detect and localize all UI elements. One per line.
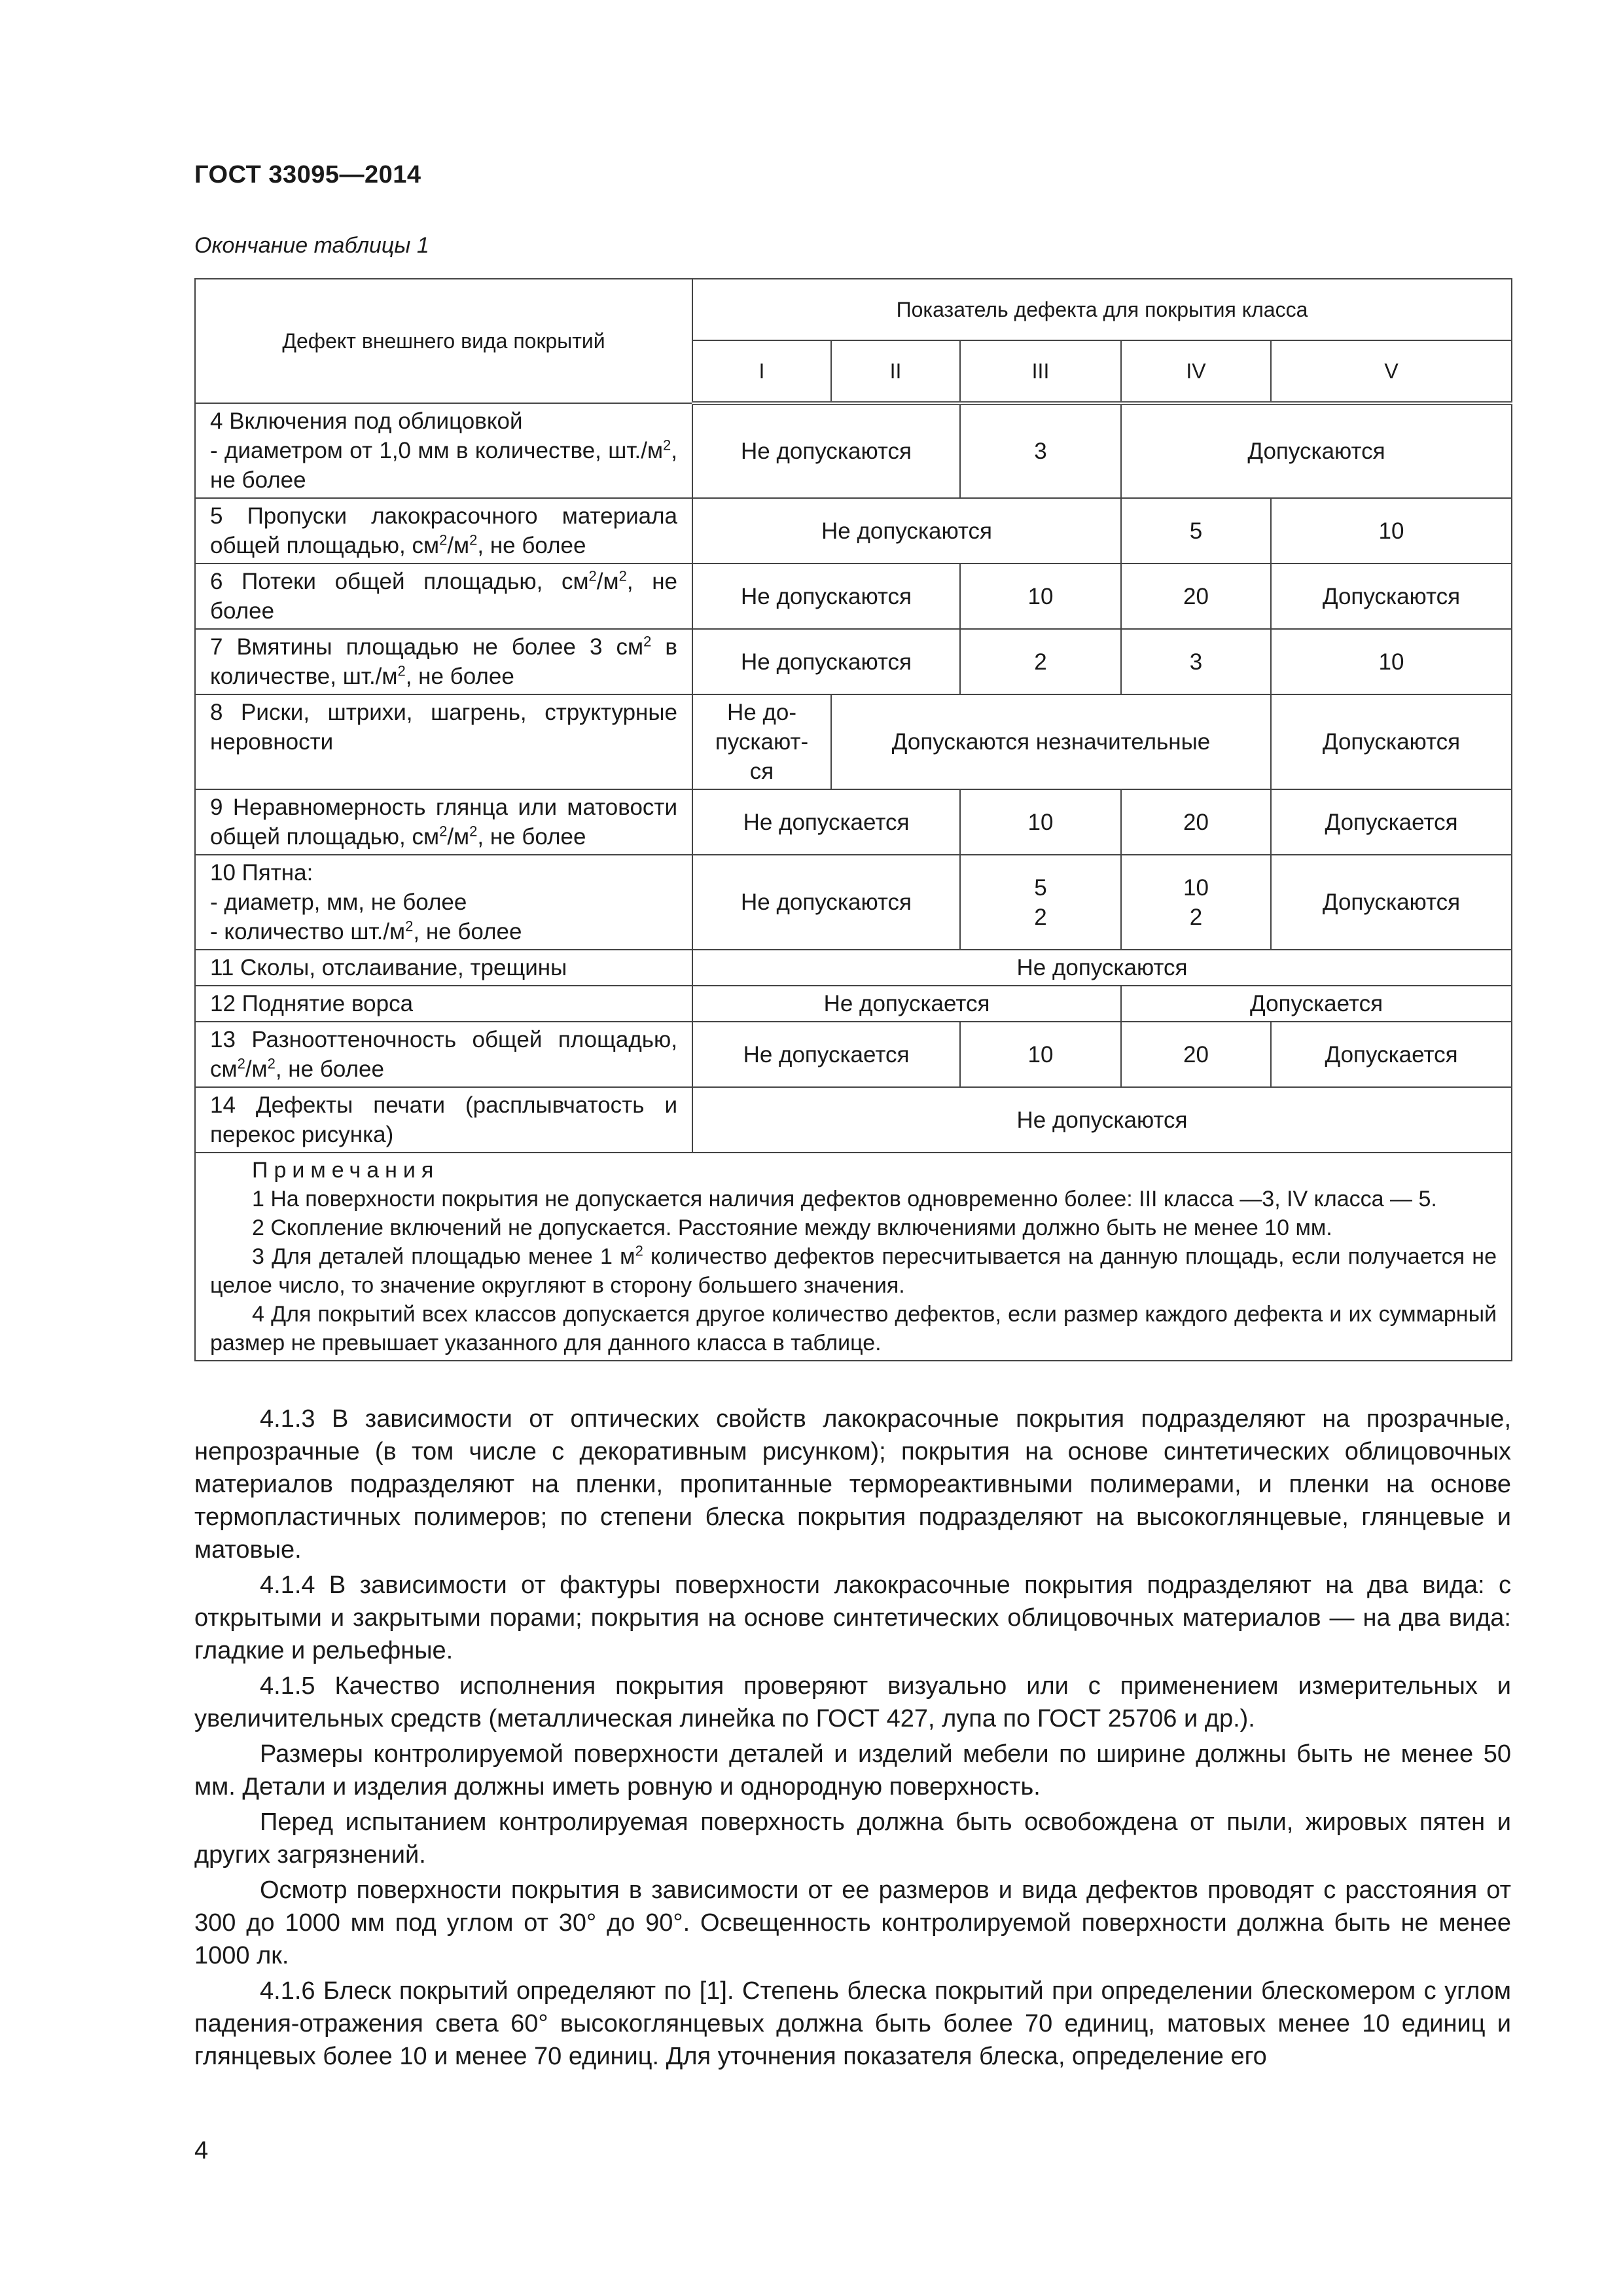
paragraph-4-1-3: 4.1.3 В зависимости от оптических свойств лакокрасочные покрытия подразделяют на прозрачные, непрозрачные (в том числе с декоративным рисунком); покрытия на основе синтетических облицовочных материалов подразделяют на пленки, пропитанные термореактивными полимерами, и пленки на основе термопластичных полимеров; по степени блеска покрытия подразделяют на высокоглянцевые, глянцевые и матовые. xyxy=(194,1405,1511,1564)
table-row xyxy=(195,564,1512,629)
value-cell: Допускаются xyxy=(1271,855,1512,950)
table-row xyxy=(195,855,1512,950)
header-class-group: Показатель дефекта для покрытия класса xyxy=(692,279,1512,340)
header-class-iv: IV xyxy=(1121,340,1271,403)
value-cell: Не допускаются xyxy=(692,855,960,950)
value-cell: 10 2 xyxy=(1121,855,1271,950)
note-3: 3 Для деталей площадью менее 1 $м^2$ количество дефектов пересчитывается на данную площадь, если получается не целое число, то значение округляют в сторону большего значения. xyxy=(210,1242,1497,1298)
value-cell: Не допускается xyxy=(692,789,960,855)
value-cell: 5 2 xyxy=(960,855,1121,950)
notes-title: Примечания xyxy=(252,1158,440,1183)
defect-cell: 14 Дефекты печати (расплывчатость и перекос рисунка) xyxy=(195,1087,692,1153)
value-cell: Не допускаются xyxy=(692,498,1121,564)
value-cell: 10 xyxy=(1271,498,1512,564)
value-cell: Допускается xyxy=(1271,1022,1512,1087)
value-cell: 20 xyxy=(1121,1022,1271,1087)
value-cell: Не допускаются xyxy=(692,629,960,694)
value-cell: 10 xyxy=(960,1022,1121,1087)
defect-cell: 8 Риски, штрихи, шагрень, структурные неровности xyxy=(195,694,692,789)
value-cell: 5 xyxy=(1121,498,1271,564)
paragraph-sizes: Размеры контролируемой поверхности деталей и изделий мебели по ширине должны быть не менее 50 мм. Детали и изделия должны иметь ровную и однородную поверхность. xyxy=(194,1740,1511,1801)
value-cell: Допускаются xyxy=(1271,694,1512,789)
value-cell: Не допускаются xyxy=(692,564,960,629)
value-cell: Не до- пускают- ся xyxy=(692,694,831,789)
defect-cell: 13 Разнооттеночность общей площадью, $см^2/м^2$, не более xyxy=(195,1022,692,1087)
header-class-v: V xyxy=(1271,340,1512,403)
paragraph-cleaning: Перед испытанием контролируемая поверхность должна быть освобождена от пыли, жировых пятен и других загрязнений. xyxy=(194,1808,1511,1869)
note-2: 2 Скопление включений не допускается. Расстояние между включениями должно быть не менее 10 мм. xyxy=(252,1215,1332,1240)
defects-table xyxy=(194,278,1512,1361)
paragraph-4-1-6: 4.1.6 Блеск покрытий определяют по [1]. Степень блеска покрытий при определении блескомером с углом падения-отражения света 60° высокоглянцевых должна быть более 70 единиц, матовых менее 10 единиц и глянцевых более 10 и менее 70 единиц. Для уточнения показателя блеска, определение его xyxy=(194,1977,1511,2070)
table-caption: Окончание таблицы 1 xyxy=(194,233,429,258)
table-row xyxy=(195,986,1512,1022)
table-row xyxy=(195,1087,1512,1153)
value-cell: 10 xyxy=(960,564,1121,629)
header-class-iii: III xyxy=(960,340,1121,403)
defect-cell: 12 Поднятие ворса xyxy=(195,986,692,1022)
value-cell: 10 xyxy=(1271,629,1512,694)
table-row xyxy=(195,950,1512,986)
table-header-row xyxy=(195,279,1512,340)
header-class-ii: II xyxy=(831,340,960,403)
value-cell: 3 xyxy=(1121,629,1271,694)
value-cell: 10 xyxy=(960,789,1121,855)
value-cell: Не допускаются xyxy=(692,950,1512,986)
paragraph-4-1-5: 4.1.5 Качество исполнения покрытия проверяют визуально или с применением измерительных и увеличительных средств (металлическая линейка по ГОСТ 427, лупа по ГОСТ 25706 и др.). xyxy=(194,1672,1511,1732)
defect-cell: 6 Потеки общей площадью, $см^2/м^2$, не более xyxy=(195,564,692,629)
table-row xyxy=(195,629,1512,694)
value-cell: Допускаются xyxy=(1271,564,1512,629)
defect-cell: 10 Пятна: - диаметр, мм, не более - количество $шт./м^2$, не более xyxy=(195,855,692,950)
table-row xyxy=(195,403,1512,498)
value-cell: Допускаются незначительные xyxy=(831,694,1271,789)
defect-cell: 4 Включения под облицовкой - диаметром от 1,0 мм в количестве, $шт./м^2$, не более xyxy=(195,403,692,498)
value-cell: Не допускаются xyxy=(692,1087,1512,1153)
value-cell: Допускается xyxy=(1271,789,1512,855)
defect-cell: 9 Неравномерность глянца или матовости общей площадью, $см^2/м^2$, не более xyxy=(195,789,692,855)
value-cell: Допускаются xyxy=(1121,403,1512,498)
value-cell: Не допускается xyxy=(692,986,1121,1022)
table-row xyxy=(195,1022,1512,1087)
document-code: ГОСТ 33095—2014 xyxy=(194,161,421,188)
paragraph-4-1-4: 4.1.4 В зависимости от фактуры поверхности лакокрасочные покрытия подразделяют на два вида: с открытыми и закрытыми порами; покрытия на основе синтетических облицовочных материалов — на два вида: гладкие и рельефные. xyxy=(194,1571,1511,1664)
value-cell: 3 xyxy=(960,403,1121,498)
value-cell: Не допускается xyxy=(692,1022,960,1087)
table-row xyxy=(195,694,1512,789)
defect-cell: 7 Вмятины площадью не более 3 $см^2$ в количестве, $шт./м^2$, не более xyxy=(195,629,692,694)
table-row xyxy=(195,498,1512,564)
value-cell: Не допускаются xyxy=(692,403,960,498)
value-cell: Допускается xyxy=(1121,986,1512,1022)
note-4: 4 Для покрытий всех классов допускается другое количество дефектов, если размер каждого дефекта и их суммарный размер не превышает указанного для данного класса в таблице. xyxy=(210,1302,1497,1355)
paragraph-inspection: Осмотр поверхности покрытия в зависимости от ее размеров и вида дефектов проводят с расстояния от 300 до 1000 мм под углом от 30° до 90°. Освещенность контролируемой поверхности должна быть не менее 1000 лк. xyxy=(194,1876,1511,1969)
header-defect: Дефект внешнего вида покрытий xyxy=(195,279,692,403)
value-cell: 2 xyxy=(960,629,1121,694)
header-class-i: I xyxy=(692,340,831,403)
table-notes-row xyxy=(195,1153,1512,1361)
defect-cell: 11 Сколы, отслаивание, трещины xyxy=(195,950,692,986)
value-cell: 20 xyxy=(1121,789,1271,855)
table-row xyxy=(195,789,1512,855)
body-text xyxy=(194,1403,1511,2075)
table-notes xyxy=(195,1153,1512,1361)
defect-cell: 5 Пропуски лакокрасочного материала общей площадью, $см^2/м^2$, не более xyxy=(195,498,692,564)
page-number: 4 xyxy=(194,2137,209,2164)
value-cell: 20 xyxy=(1121,564,1271,629)
note-1: 1 На поверхности покрытия не допускается наличия дефектов одновременно более: III класса —3, IV класса — 5. xyxy=(252,1187,1437,1211)
